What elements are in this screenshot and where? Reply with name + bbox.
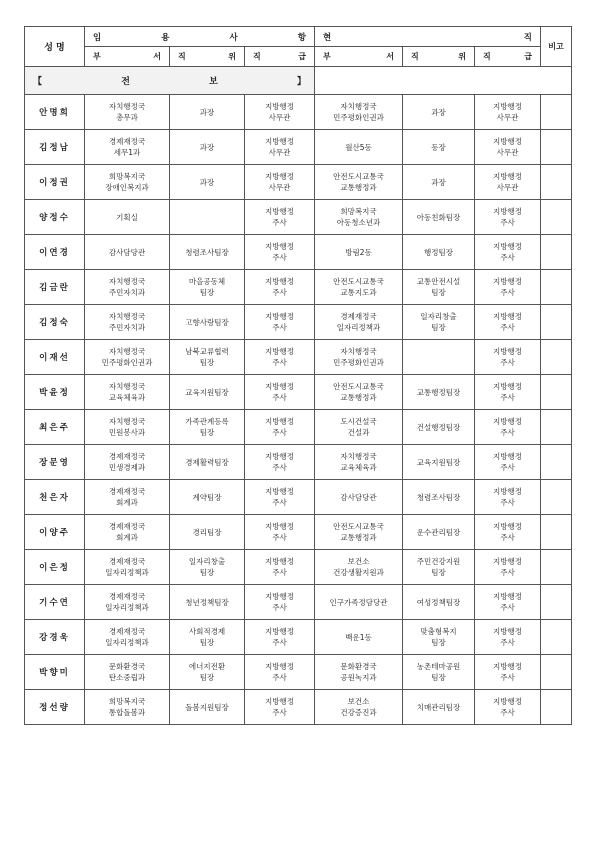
cell-new-position: 경제활력팀장 [170,445,245,480]
cell-cur-position: 일자리창출 팀장 [403,305,475,340]
cell-cur-dept: 경제재정국 일자리정책과 [315,305,403,340]
cell-new-dept: 자치행정국 총무과 [85,95,170,130]
cell-cur-dept: 보건소 건강생활지원과 [315,550,403,585]
cell-cur-dept: 보건소 건강증진과 [315,690,403,725]
cell-new-dept: 희망복지국 통합돌봄과 [85,690,170,725]
cell-cur-rank: 지방행정 주사 [475,305,541,340]
cell-remarks [541,375,572,410]
cell-new-rank: 지방행정 주사 [245,375,315,410]
cell-cur-rank: 지방행정 사무관 [475,130,541,165]
cell-name: 장문영 [25,445,85,480]
header-appointment-text: 임 용 사 항 [93,32,306,43]
cell-new-dept: 경제재정국 회계과 [85,515,170,550]
header-new-position-text: 직 위 [178,52,236,61]
table-row [25,445,572,480]
cell-name: 김정남 [25,130,85,165]
cell-name: 이연경 [25,235,85,270]
cell-remarks [541,200,572,235]
cell-remarks [541,550,572,585]
table-row [25,270,572,305]
cell-new-rank: 지방행정 주사 [245,620,315,655]
cell-new-rank: 지방행정 주사 [245,480,315,515]
cell-new-dept: 자치행정국 교육체육과 [85,375,170,410]
cell-remarks [541,305,572,340]
cell-cur-position: 주민건강지원 팀장 [403,550,475,585]
section-transfer [25,67,315,95]
cell-cur-position: 과장 [403,165,475,200]
cell-new-dept: 기획실 [85,200,170,235]
cell-remarks [541,655,572,690]
cell-cur-dept: 자치행정국 민주평화인권과 [315,340,403,375]
cell-name: 강경욱 [25,620,85,655]
cell-cur-dept: 안전도시교통국 교통행정과 [315,375,403,410]
header-cur-dept [315,47,403,67]
header-cur-position-text: 직 위 [411,52,466,61]
header-new-rank-text: 직 급 [253,52,306,61]
cell-cur-position: 운수관리팀장 [403,515,475,550]
cell-cur-rank: 지방행정 사무관 [475,165,541,200]
table-row [25,585,572,620]
cell-cur-rank: 지방행정 주사 [475,620,541,655]
cell-cur-position: 맞춤형복지 팀장 [403,620,475,655]
cell-new-dept: 자치행정국 주민자치과 [85,270,170,305]
cell-remarks [541,445,572,480]
cell-cur-rank: 지방행정 주사 [475,340,541,375]
cell-name: 천은자 [25,480,85,515]
cell-new-position [170,200,245,235]
table-row [25,690,572,725]
cell-new-position: 교육지원팀장 [170,375,245,410]
cell-new-dept: 경제재정국 일자리정책과 [85,585,170,620]
cell-cur-position [403,340,475,375]
cell-name: 안명희 [25,95,85,130]
cell-cur-rank: 지방행정 주사 [475,235,541,270]
cell-cur-position: 농촌테마공원 팀장 [403,655,475,690]
cell-cur-dept: 도시건설국 건설과 [315,410,403,445]
section-transfer-label: 【 전 보 】 [33,77,306,87]
cell-new-dept: 감사담당관 [85,235,170,270]
cell-new-rank: 지방행정 주사 [245,655,315,690]
table-row [25,200,572,235]
header-current-text: 현 직 [323,32,533,43]
cell-new-position: 마을공동체 팀장 [170,270,245,305]
table-row [25,655,572,690]
cell-cur-dept: 문화환경국 공원녹지과 [315,655,403,690]
cell-cur-rank: 지방행정 주사 [475,270,541,305]
table-row [25,340,572,375]
cell-new-position: 청렴조사팀장 [170,235,245,270]
cell-cur-rank: 지방행정 주사 [475,585,541,620]
cell-new-rank: 지방행정 주사 [245,200,315,235]
cell-cur-dept: 안전도시교통국 교통지도과 [315,270,403,305]
cell-cur-rank: 지방행정 주사 [475,445,541,480]
cell-cur-rank: 지방행정 주사 [475,690,541,725]
cell-cur-position: 아동친화팀장 [403,200,475,235]
cell-cur-position: 교통행정팀장 [403,375,475,410]
section-empty [315,67,572,95]
cell-new-rank: 지방행정 주사 [245,550,315,585]
cell-name: 이양주 [25,515,85,550]
cell-cur-position: 여성정책팀장 [403,585,475,620]
cell-cur-position: 과장 [403,95,475,130]
cell-new-rank: 지방행정 주사 [245,690,315,725]
cell-cur-dept: 안전도시교통국 교통행정과 [315,165,403,200]
cell-name: 정선량 [25,690,85,725]
cell-new-position: 경리팀장 [170,515,245,550]
cell-cur-rank: 지방행정 주사 [475,655,541,690]
cell-cur-position: 동장 [403,130,475,165]
cell-remarks [541,620,572,655]
cell-cur-rank: 지방행정 주사 [475,200,541,235]
header-cur-dept-text: 부 서 [323,52,394,61]
cell-new-dept: 자치행정국 민주평화인권과 [85,340,170,375]
header-name: 성 명 [25,27,85,67]
cell-new-rank: 지방행정 주사 [245,305,315,340]
table-row [25,130,572,165]
cell-name: 이은정 [25,550,85,585]
table-row [25,375,572,410]
cell-name: 김금란 [25,270,85,305]
cell-remarks [541,410,572,445]
cell-cur-position: 건설행정팀장 [403,410,475,445]
cell-new-rank: 지방행정 주사 [245,515,315,550]
cell-new-rank: 지방행정 주사 [245,235,315,270]
cell-new-position: 에너지전환 팀장 [170,655,245,690]
cell-name: 이재선 [25,340,85,375]
cell-cur-dept: 자치행정국 민주평화인권과 [315,95,403,130]
cell-new-position: 일자리창출 팀장 [170,550,245,585]
table-row [25,480,572,515]
cell-new-dept: 경제재정국 일자리정책과 [85,620,170,655]
cell-cur-dept: 희망복지국 아동청소년과 [315,200,403,235]
cell-new-position: 남북교류협력 팀장 [170,340,245,375]
header-remarks: 비고 [541,27,572,67]
cell-cur-position: 청렴조사팀장 [403,480,475,515]
table-row [25,515,572,550]
cell-new-position: 가족관계등록 팀장 [170,410,245,445]
cell-new-position: 계약팀장 [170,480,245,515]
cell-cur-position: 교통안전시설 팀장 [403,270,475,305]
cell-cur-dept: 감사담당관 [315,480,403,515]
cell-cur-dept: 안전도시교통국 교통행정과 [315,515,403,550]
table-row [25,410,572,445]
cell-new-dept: 경제재정국 일자리정책과 [85,550,170,585]
cell-cur-rank: 지방행정 주사 [475,375,541,410]
cell-remarks [541,235,572,270]
cell-new-dept: 자치행정국 민원봉사과 [85,410,170,445]
cell-remarks [541,690,572,725]
personnel-table [24,26,572,725]
cell-cur-dept: 자치행정국 교육체육과 [315,445,403,480]
cell-new-position: 돌봄지원팀장 [170,690,245,725]
cell-cur-rank: 지방행정 사무관 [475,95,541,130]
cell-name: 이정권 [25,165,85,200]
cell-new-rank: 지방행정 주사 [245,410,315,445]
table-row [25,620,572,655]
header-appointment [85,27,315,47]
header-new-rank [245,47,315,67]
header-new-dept-text: 부 서 [93,52,161,61]
cell-new-rank: 지방행정 사무관 [245,95,315,130]
cell-new-dept: 자치행정국 주민자치과 [85,305,170,340]
cell-new-position: 청년정책팀장 [170,585,245,620]
cell-new-rank: 지방행정 주사 [245,445,315,480]
cell-name: 기수연 [25,585,85,620]
cell-remarks [541,270,572,305]
cell-new-position: 과장 [170,165,245,200]
cell-name: 박향미 [25,655,85,690]
cell-remarks [541,340,572,375]
table-row [25,165,572,200]
header-cur-rank-text: 직 급 [483,52,533,61]
cell-cur-rank: 지방행정 주사 [475,550,541,585]
header-cur-rank [475,47,541,67]
cell-new-dept: 경제재정국 세무1과 [85,130,170,165]
cell-new-rank: 지방행정 주사 [245,340,315,375]
cell-cur-position: 교육지원팀장 [403,445,475,480]
cell-remarks [541,95,572,130]
cell-new-position: 과장 [170,95,245,130]
cell-cur-position: 치매관리팀장 [403,690,475,725]
cell-remarks [541,130,572,165]
table-row [25,305,572,340]
cell-new-rank: 지방행정 사무관 [245,130,315,165]
cell-cur-dept: 인구가족정담당관 [315,585,403,620]
cell-name: 최은주 [25,410,85,445]
header-current [315,27,541,47]
cell-new-position: 고향사랑팀장 [170,305,245,340]
table-row [25,235,572,270]
cell-new-dept: 경제재정국 회계과 [85,480,170,515]
cell-new-position: 과장 [170,130,245,165]
cell-new-rank: 지방행정 주사 [245,270,315,305]
cell-new-position: 사회적경제 팀장 [170,620,245,655]
cell-cur-dept: 월산5동 [315,130,403,165]
cell-cur-dept: 방림2동 [315,235,403,270]
cell-remarks [541,165,572,200]
cell-new-rank: 지방행정 주사 [245,585,315,620]
cell-remarks [541,585,572,620]
cell-name: 양정수 [25,200,85,235]
header-new-position [170,47,245,67]
header-new-dept [85,47,170,67]
table-row [25,550,572,585]
cell-cur-position: 행정팀장 [403,235,475,270]
cell-new-dept: 희망복지국 장애인복지과 [85,165,170,200]
cell-new-rank: 지방행정 사무관 [245,165,315,200]
cell-cur-rank: 지방행정 주사 [475,410,541,445]
cell-new-dept: 경제재정국 민생경제과 [85,445,170,480]
cell-remarks [541,480,572,515]
table-row [25,95,572,130]
cell-cur-rank: 지방행정 주사 [475,515,541,550]
header-cur-position [403,47,475,67]
cell-new-dept: 문화환경국 탄소중립과 [85,655,170,690]
cell-name: 김정숙 [25,305,85,340]
cell-name: 박윤정 [25,375,85,410]
cell-cur-dept: 백운1동 [315,620,403,655]
cell-remarks [541,515,572,550]
cell-cur-rank: 지방행정 주사 [475,480,541,515]
